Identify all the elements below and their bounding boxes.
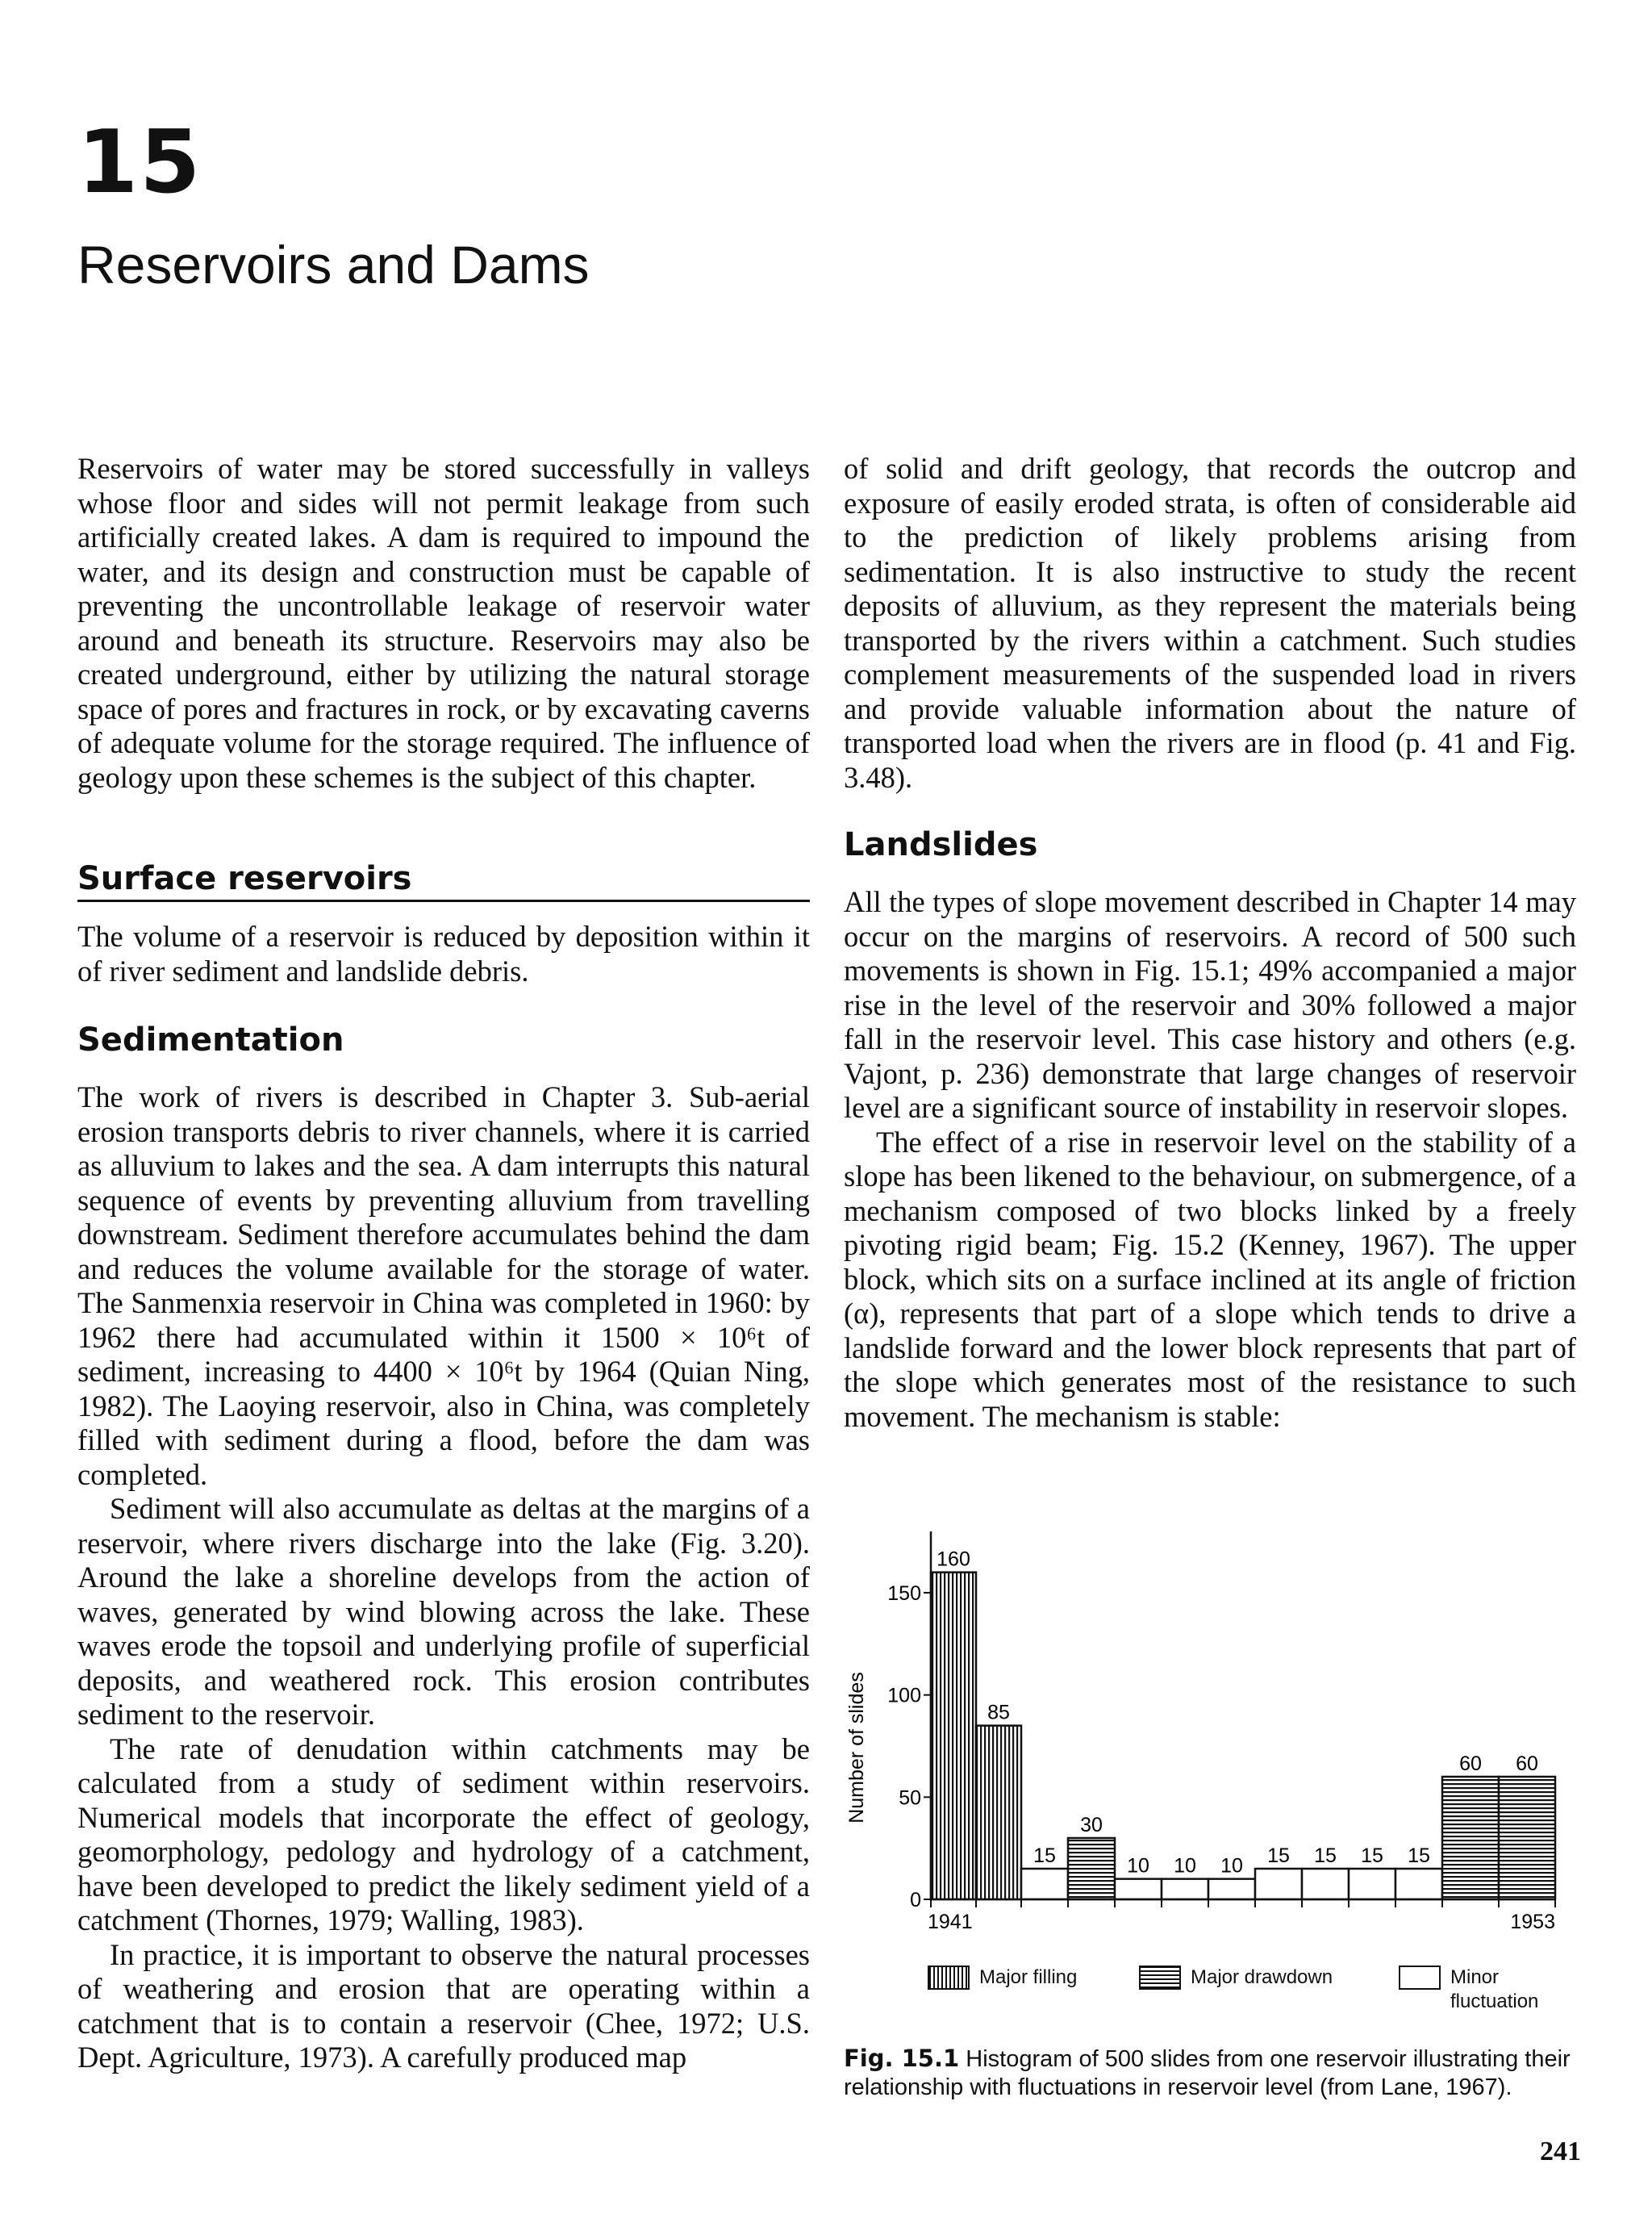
bar-value-label: 10 [1174,1854,1196,1878]
right-column [844,452,1576,1434]
surface-paragraph: The volume of a reservoir is reduced by deposition within it of river sediment and landslide debris. [77,920,810,988]
x-end-label: 1953 [1510,1911,1555,1933]
histogram-bar [1115,1879,1162,1899]
histogram-bar [976,1726,1021,1899]
bar-value-label: 15 [1361,1844,1383,1867]
histogram-bar [1349,1869,1395,1899]
bar-value-label: 30 [1080,1814,1103,1836]
y-tick-label: 100 [887,1684,921,1707]
chapter-title: Reservoirs and Dams [77,235,590,295]
histogram-bar [931,1573,976,1899]
histogram-bar [1302,1869,1349,1899]
figure-caption [844,2045,1576,2102]
sedimentation-paragraph-2: Sediment will also accumulate as deltas at the margins of a reservoir, where rivers discharge into the lake (Fig. 3.20). Around the lake a shoreline develops from the action of waves, generated by wind blowing across the lake. These waves erode the topsoil and underlying profile of superficial deposits, and weathered rock. This erosion contributes sediment to the reservoir. [77,1492,810,1731]
histogram-bar [1395,1869,1442,1899]
legend-swatch-filling [928,1966,970,1990]
bar-value-label: 15 [1314,1844,1337,1867]
legend-label-minor-1: Minor [1450,1966,1500,1988]
histogram-bar [1208,1879,1255,1899]
y-axis-label: Number of slides [845,1672,868,1824]
landslides-paragraph-2: The effect of a rise in reservoir level on the stability of a slope has been likened to the behaviour, on submergence, of a mechanism composed of two blocks linked by a freely pivoting rigid beam; Fig. 15.2 (Kenney, 1967). The upper block, which sits on a surface inclined at its angle of friction (α), represents that part of a slope which tends to drive a landslide forward and the lower block represents that part of the slope which generates most of the resistance to such movement. The mechanism is stable: [844,1125,1576,1433]
bar-value-label: 15 [1267,1844,1290,1867]
bar-value-label: 15 [1033,1844,1056,1867]
histogram-chart [839,1493,1589,1977]
bar-value-label: 60 [1516,1752,1538,1775]
caption-text: Histogram of 500 slides from one reservoir illustrating their relationship with fluctuations in reservoir level (from Lane, 1967). [844,2046,1571,2100]
histogram-bar [1499,1777,1555,1899]
bar-value-label: 10 [1220,1854,1243,1878]
y-tick-label: 150 [887,1582,921,1605]
legend-swatch-minor [1399,1966,1441,1990]
histogram-bar [1255,1869,1302,1899]
histogram-bar [1162,1879,1208,1899]
chart-legend [928,1966,1597,2014]
landslides-paragraph-1: All the types of slope movement described in Chapter 14 may occur on the margins of reservoirs. A record of 500 such movements is shown in Fig. 15.1; 49% accompanied a major rise in the level of the reservoir and 30% followed a major fall in the reservoir level. This case history and others (e.g. Vajont, p. 236) demonstrate that large changes of reservoir level are a significant source of instability in reservoir slopes. [844,885,1576,1124]
sedimentation-heading: Sedimentation [77,1021,344,1059]
bar-value-label: 15 [1408,1844,1430,1867]
y-tick-label: 0 [910,1889,921,1911]
y-tick-label: 50 [899,1786,921,1810]
legend-label-drawdown: Major drawdown [1191,1966,1333,1988]
caption-label: Fig. 15.1 [844,2045,960,2072]
continued-paragraph: of solid and drift geology, that records the outcrop and exposure of easily eroded strata, is often of considerable aid to the prediction of likely problems arising from sedimentation. It is also instructive to study the recent deposits of alluvium, as they represent the materials being transported by the rivers within a catchment. Such studies complement measurements of the suspended load in rivers and provide valuable information about the nature of transported load when the rivers are in flood (p. 41 and Fig. 3.48). [844,452,1576,794]
sedimentation-paragraph-3: The rate of denudation within catchments may be calculated from a study of sediment within reservoirs. Numerical models that incorporate the effect of geology, geomorphology, pedology and hydrology of a catchment, have been developed to predict the likely sediment yield of a catchment (Thornes, 1979; Walling, 1983). [77,1732,810,1936]
surface-reservoirs-heading: Surface reservoirs [77,859,810,902]
landslides-heading: Landslides [844,826,1038,863]
bar-value-label: 85 [987,1701,1010,1724]
histogram-bar [1068,1838,1115,1899]
histogram-bar [1021,1869,1068,1899]
histogram-bar [1442,1777,1499,1899]
legend-label-minor-2: fluctuation [1450,1991,1539,2012]
chapter-number: 15 [77,112,202,213]
legend-label-filling: Major filling [979,1966,1078,1988]
bar-value-label: 10 [1127,1854,1149,1878]
page-number: 241 [1540,2137,1581,2166]
bar-value-label: 60 [1459,1752,1482,1775]
sedimentation-paragraph-4: In practice, it is important to observe the natural processes of weathering and erosion that are operating within a catchment that is to contain a reservoir (Chee, 1972; U.S. Dept. Agriculture, 1973). A carefully produced map [77,1937,810,2074]
sedimentation-paragraph-1: The work of rivers is described in Chapter 3. Sub-aerial erosion transports debris to river channels, where it is carried as alluvium to lakes and the sea. A dam interrupts this natural sequence of events by preventing alluvium from travelling downstream. Sediment therefore accumulates behind the dam and reduces the volume available for the storage of water. The Sanmenxia reservoir in China was completed in 1960: by 1962 there had accumulated within it 1500 × 10⁶t of sediment, increasing to 4400 × 10⁶t by 1964 (Quian Ning, 1982). The Laoying reservoir, also in China, was completely filled with sediment during a flood, before the dam was completed. [77,1080,810,1491]
left-column [77,452,810,2075]
intro-paragraph: Reservoirs of water may be stored successfully in valleys whose floor and sides will not permit leakage from such artificially created lakes. A dam is required to impound the water, and its design and construction must be capable of preventing the uncontrollable leakage of reservoir water around and beneath its structure. Reservoirs may also be created underground, either by utilizing the natural storage space of pores and fractures in rock, or by excavating caverns of adequate volume for the storage required. The influence of geology upon these schemes is the subject of this chapter. [77,452,810,794]
x-start-label: 1941 [928,1911,973,1933]
legend-swatch-drawdown [1139,1966,1181,1990]
bar-value-label: 160 [937,1548,970,1571]
histogram-figure [839,1493,1589,1977]
